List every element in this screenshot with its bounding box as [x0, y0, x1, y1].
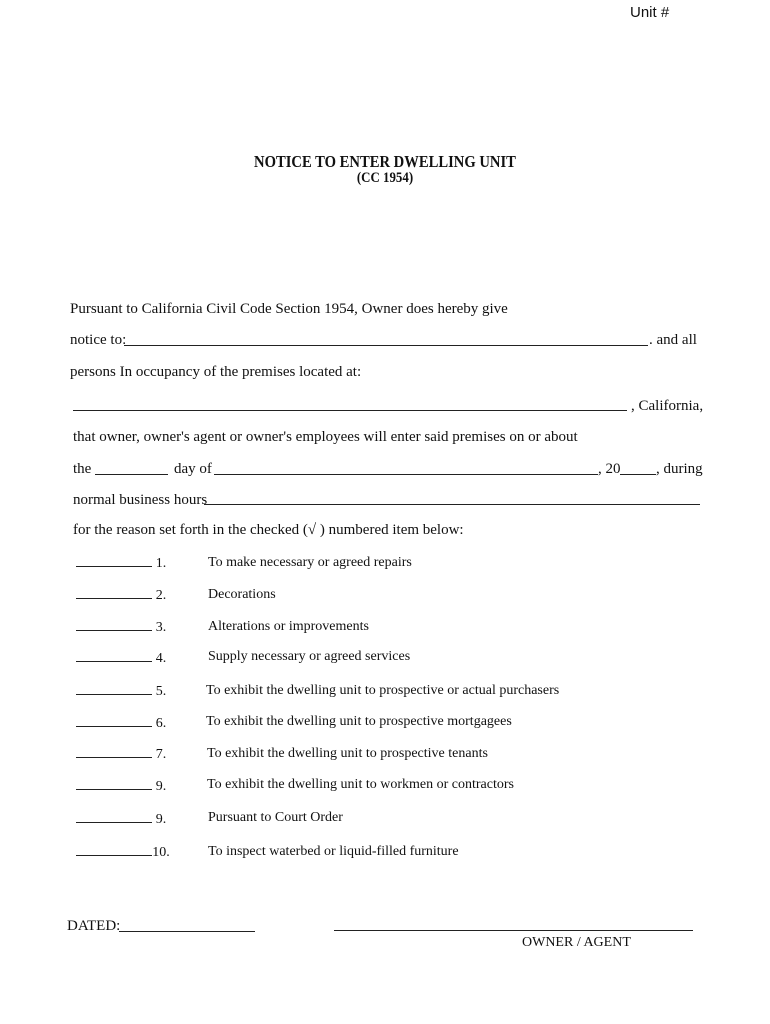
item-number: 3. — [155, 620, 167, 635]
item-text: To exhibit the dwelling unit to prospective or actual purchasers — [206, 683, 560, 698]
will-enter-text: that owner, owner's agent or owner's employees will enter said premises on or about — [73, 429, 578, 445]
check-line[interactable] — [76, 855, 152, 856]
month-field[interactable] — [214, 474, 598, 475]
during-text: , during — [656, 461, 703, 477]
date-field[interactable] — [119, 931, 255, 932]
item-text: Alterations or improvements — [208, 619, 369, 634]
unit-number-label: Unit # — [630, 4, 670, 21]
item-text: Decorations — [208, 587, 276, 602]
item-text: Pursuant to Court Order — [208, 810, 343, 825]
dated-label: DATED: — [67, 918, 121, 934]
item-text: To inspect waterbed or liquid-filled furniture — [208, 844, 459, 859]
business-hours-field[interactable] — [204, 504, 700, 505]
check-line[interactable] — [76, 566, 152, 567]
item-text: To make necessary or agreed repairs — [208, 555, 412, 570]
california-text: , California, — [631, 398, 704, 414]
check-line[interactable] — [76, 661, 152, 662]
item-text: To exhibit the dwelling unit to workmen or contractors — [207, 777, 514, 792]
item-text: To exhibit the dwelling unit to prospective tenants — [207, 746, 488, 761]
notice-to-field[interactable] — [124, 345, 648, 346]
check-line[interactable] — [76, 694, 152, 695]
reason-intro-text: for the reason set forth in the checked (√ ) numbered item below: — [73, 522, 464, 538]
item-number: 1. — [155, 556, 167, 571]
civil-code-reference: (CC 1954) — [356, 170, 414, 186]
persons-occupancy-text: persons In occupancy of the premises located at: — [70, 364, 362, 380]
year-field[interactable] — [620, 474, 656, 475]
item-text: Supply necessary or agreed services — [208, 649, 411, 664]
check-line[interactable] — [76, 789, 152, 790]
day-field[interactable] — [95, 474, 168, 475]
item-number: 9. — [155, 779, 167, 794]
item-number: 6. — [155, 716, 167, 731]
year-prefix-text: , 20 — [598, 461, 621, 477]
premises-address-field[interactable] — [73, 410, 627, 411]
and-all-text: . and all — [649, 332, 697, 348]
check-line[interactable] — [76, 822, 152, 823]
item-number: 7. — [155, 747, 167, 762]
item-number: 4. — [155, 651, 167, 666]
signature-field[interactable] — [334, 930, 693, 931]
item-number: 9. — [155, 812, 167, 827]
check-line[interactable] — [76, 757, 152, 758]
intro-text: Pursuant to California Civil Code Section 1954, Owner does hereby give — [70, 301, 508, 317]
day-of-text: day of — [174, 461, 212, 477]
item-number: 2. — [155, 588, 167, 603]
check-line[interactable] — [76, 726, 152, 727]
document-title: NOTICE TO ENTER DWELLING UNIT — [254, 152, 516, 171]
item-number: 10. — [152, 845, 170, 860]
check-line[interactable] — [76, 598, 152, 599]
business-hours-text: normal business hours — [73, 492, 208, 508]
notice-to-label: notice to: — [70, 332, 127, 348]
item-number: 5. — [155, 684, 167, 699]
item-text: To exhibit the dwelling unit to prospective mortgagees — [206, 714, 512, 729]
the-text: the — [73, 461, 92, 477]
check-line[interactable] — [76, 630, 152, 631]
owner-agent-label: OWNER / AGENT — [522, 935, 631, 950]
